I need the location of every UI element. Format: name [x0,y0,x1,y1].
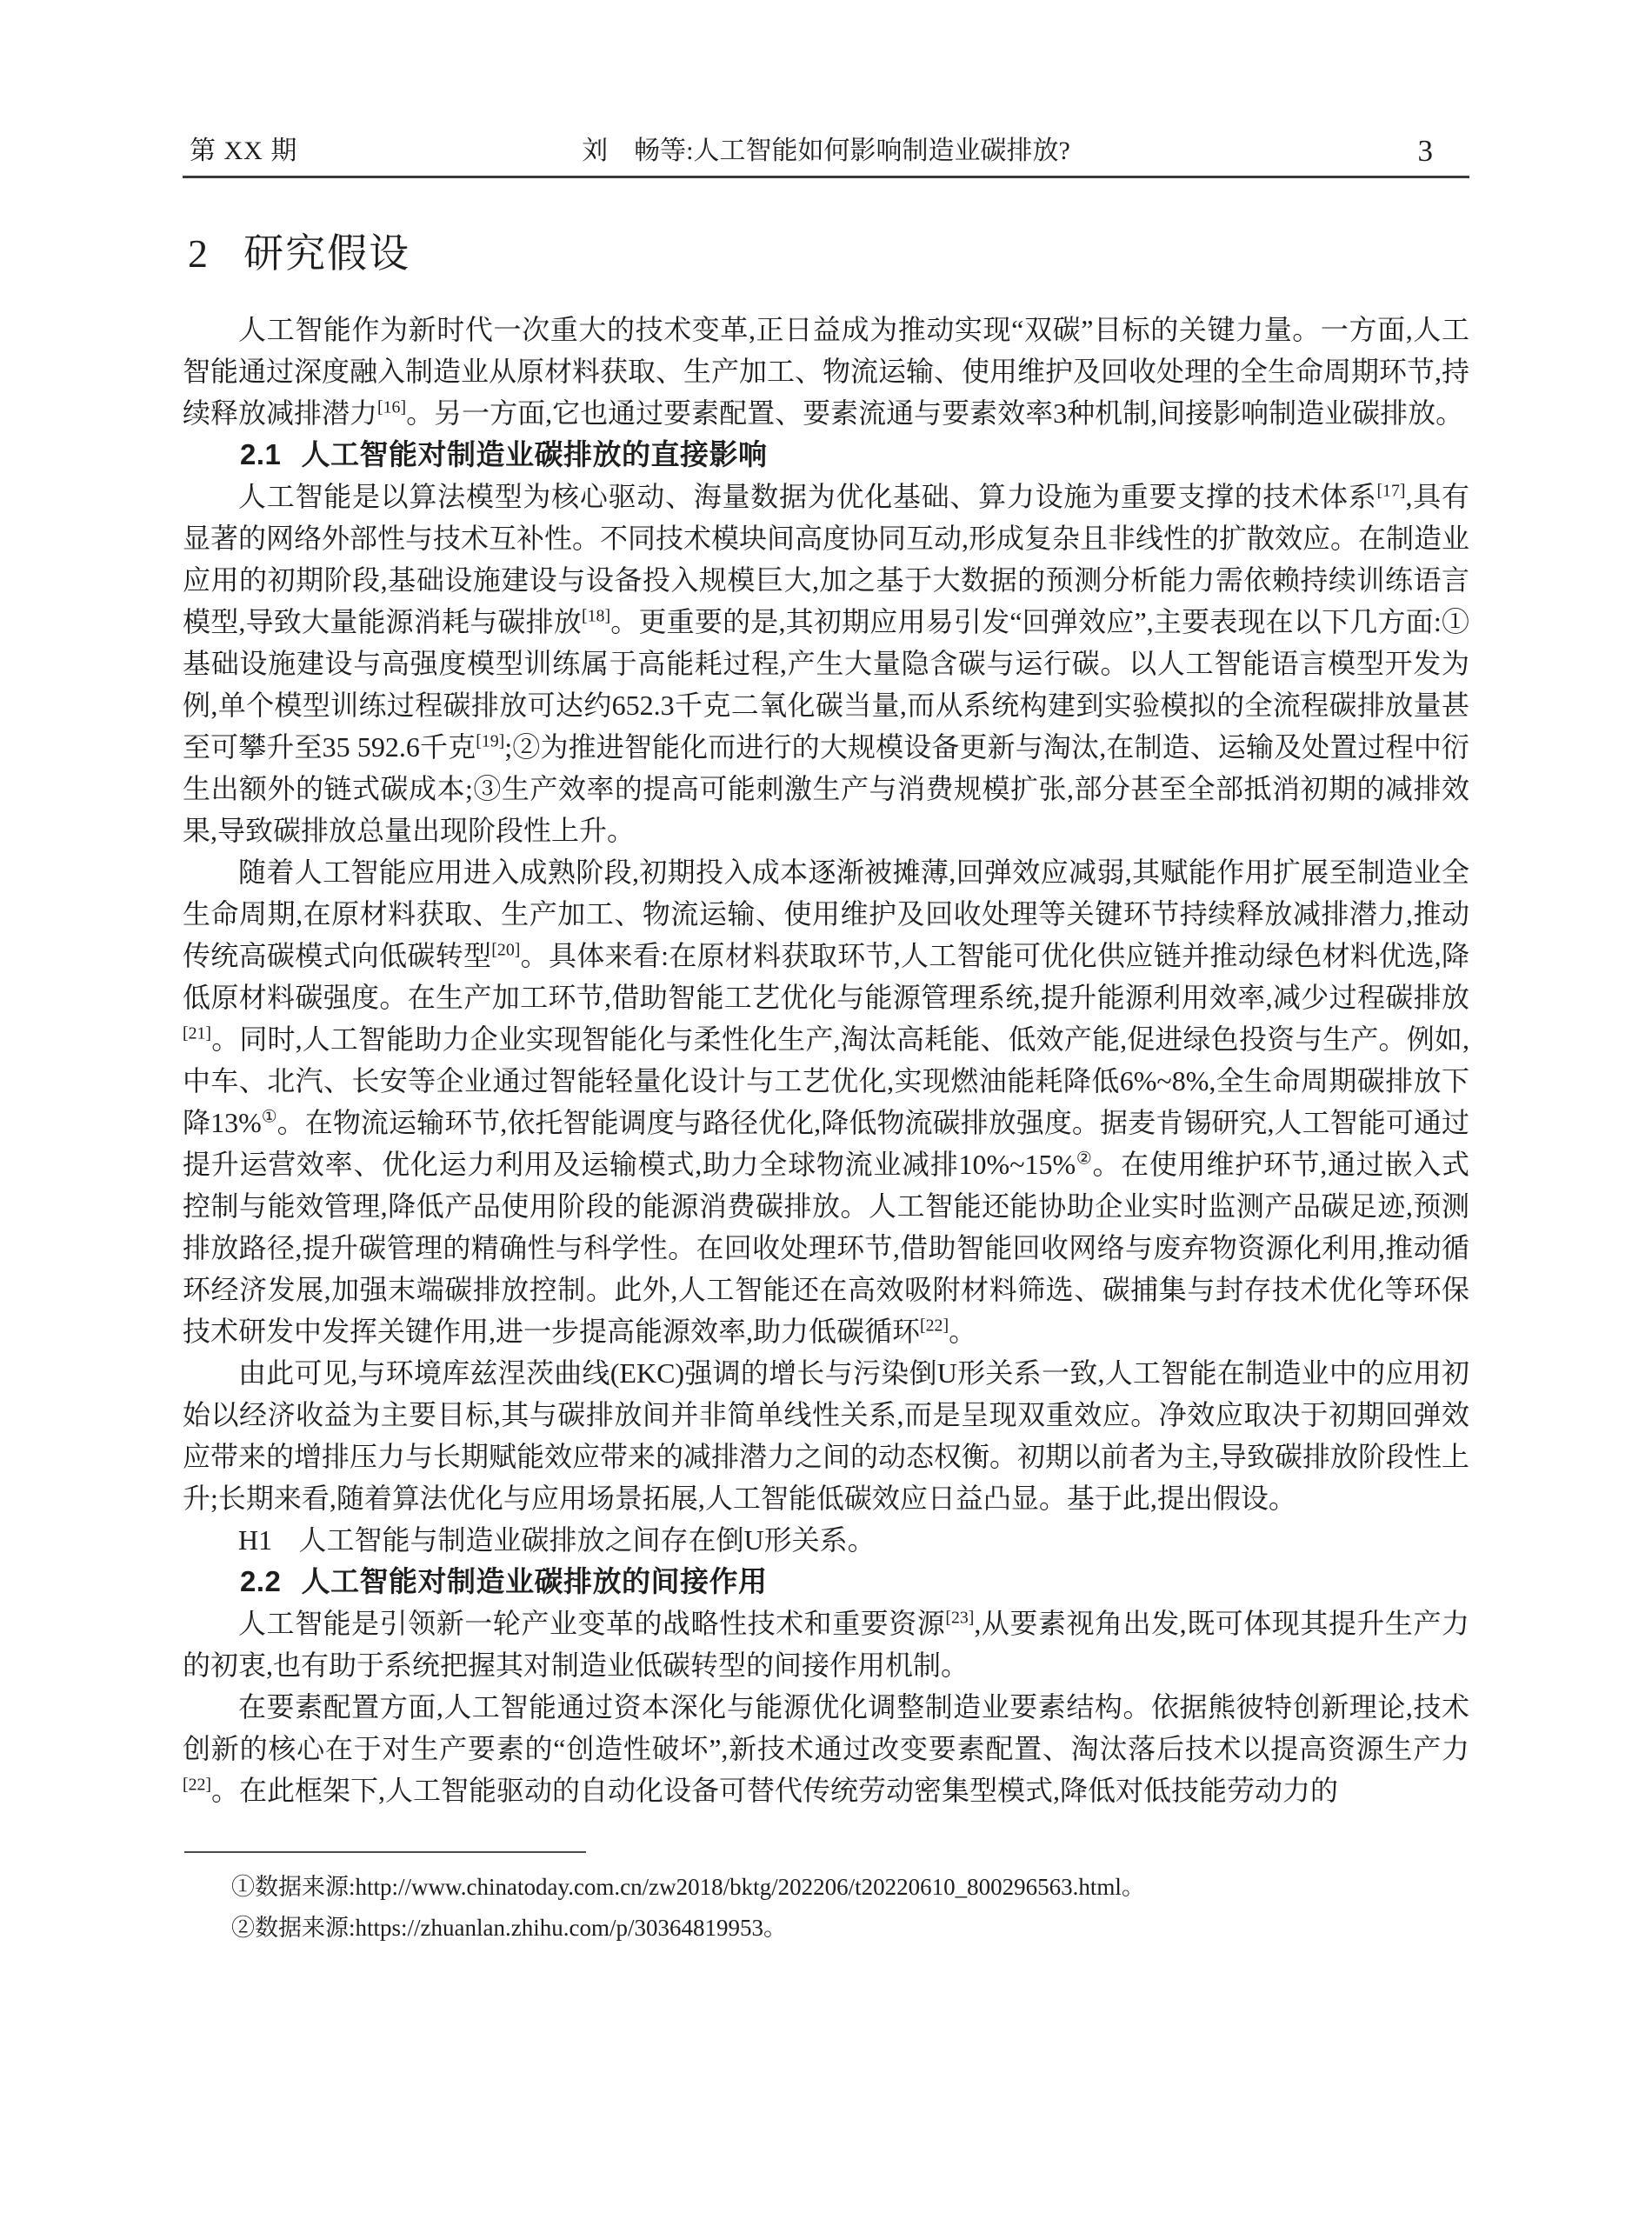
reference-superscript: [21] [183,1023,212,1043]
reference-superscript: [22] [183,1775,212,1795]
body-text [183,309,1469,1811]
section-heading [188,222,1469,279]
subsection-number: 2.2 [240,1565,282,1597]
reference-superscript: [22] [920,1316,949,1336]
reference-superscript: [19] [476,731,505,751]
subsection-number: 2.1 [240,438,282,470]
reference-superscript: ① [261,1107,277,1127]
hypothesis-label: H1 [238,1524,273,1556]
footnote-item: ①数据来源:http://www.chinatoday.com.cn/zw2018/bktg/202206/t20220610_800296563.html。 [231,1874,1145,1900]
subsection-heading-2-2 [183,1561,1469,1603]
page-number: 3 [1417,134,1433,168]
footnote-section [183,1851,1469,1949]
paragraph-3: 随着人工智能应用进入成熟阶段,初期投入成本逐渐被摊薄,回弹效应减弱,其赋能作用扩展至制造业全生命周期,在原材料获取、生产加工、物流运输、使用维护及回收处理等关键环节持续释放减排潜力,推动传统高碳模式向低碳转型[20]。具体来看:在原材料获取环节,人工智能可优化供应链并推动绿色材料优选,降低原材料碳强度。在生产加工环节,借助智能工艺优化与能源管理系统,提升能源利用效率,减少过程碳排放[21]。同时,人工智能助力企业实现智能化与柔性化生产,淘汰高耗能、低效产能,促进绿色投资与生产。例如,中车、北汽、长安等企业通过智能轻量化设计与工艺优化,实现燃油能耗降低6%~8%,全生命周期碳排放下降13%①。在物流运输环节,依托智能调度与路径优化,降低物流碳排放强度。据麦肯锡研究,人工智能可通过提升运营效率、优化运力利用及运输模式,助力全球物流业减排10%~15%②。在使用维护环节,通过嵌入式控制与能效管理,降低产品使用阶段的能源消费碳排放。人工智能还能协助企业实时监测产品碳足迹,预测排放路径,提升碳管理的精确性与科学性。在回收处理环节,借助智能回收网络与废弃物资源化利用,推动循环经济发展,加强末端碳排放控制。此外,人工智能还在高效吸附材料筛选、碳捕集与封存技术优化等环保技术研发中发挥关键作用,进一步提高能源效率,助力低碳循环[22]。 [183,856,1469,1347]
reference-superscript: [16] [377,397,407,417]
reference-superscript: [20] [491,940,521,960]
subsection-heading-2-1 [183,434,1469,476]
subsection-title: 人工智能对制造业碳排放的直接影响 [301,438,768,470]
text-column [183,0,1469,1949]
reference-superscript: [23] [945,1608,975,1628]
footnote-divider [184,1851,586,1853]
hypothesis-text: 人工智能与制造业碳排放之间存在倒U形关系。 [298,1524,876,1556]
reference-superscript: [17] [1376,481,1406,501]
section-number: 2 [188,231,210,276]
footnote-list [183,1867,1469,1949]
issue-label: 第 XX 期 [190,137,298,165]
section-title: 研究假设 [243,231,411,276]
reference-superscript: [18] [582,606,611,626]
running-header [183,136,1469,178]
running-title: 刘 畅等:人工智能如何影响制造业碳排放? [582,137,1070,165]
paragraph-6: 在要素配置方面,人工智能通过资本深化与能源优化调整制造业要素结构。依据熊彼特创新理论,技术创新的核心在于对生产要素的“创造性破坏”,新技术通过改变要素配置、淘汰落后技术以提高资源生产力[22]。在此框架下,人工智能驱动的自动化设备可替代传统劳动密集型模式,降低对低技能劳动力的 [183,1691,1469,1806]
subsection-title: 人工智能对制造业碳排放的间接作用 [301,1565,768,1597]
paragraph-2: 人工智能是以算法模型为核心驱动、海量数据为优化基础、算力设施为重要支撑的技术体系[17],具有显著的网络外部性与技术互补性。不同技术模块间高度协同互动,形成复杂且非线性的扩散效应。在制造业应用的初期阶段,基础设施建设与设备投入规模巨大,加之基于大数据的预测分析能力需依赖持续训练语言模型,导致大量能源消耗与碳排放[18]。更重要的是,其初期应用易引发“回弹效应”,主要表现在以下几方面:①基础设施建设与高强度模型训练属于高能耗过程,产生大量隐含碳与运行碳。以人工智能语言模型开发为例,单个模型训练过程碳排放可达约652.3千克二氧化碳当量,而从系统构建到实验模拟的全流程碳排放量甚至可攀升至35 592.6千克[19];②为推进智能化而进行的大规模设备更新与淘汰,在制造、运输及处置过程中衍生出额外的链式碳成本;③生产效率的提高可能刺激生产与消费规模扩张,部分甚至全部抵消初期的减排效果,导致碳排放总量出现阶段性上升。 [183,481,1470,846]
paragraph-4: 由此可见,与环境库兹涅茨曲线(EKC)强调的增长与污染倒U形关系一致,人工智能在制造业中的应用初始以经济收益为主要目标,其与碳排放间并非简单线性关系,而是呈现双重效应。净效应取决于初期回弹效应带来的增排压力与长期赋能效应带来的减排潜力之间的动态权衡。初期以前者为主,导致碳排放阶段性上升;长期来看,随着算法优化与应用场景拓展,人工智能低碳效应日益凸显。基于此,提出假设。 [183,1357,1470,1514]
footnote-item: ②数据来源:https://zhuanlan.zhihu.com/p/30364819953。 [231,1915,787,1941]
reference-superscript: ② [1076,1149,1093,1169]
paragraph-5: 人工智能是引领新一轮产业变革的战略性技术和重要资源[23],从要素视角出发,既可体现其提升生产力的初衷,也有助于系统把握其对制造业低碳转型的间接作用机制。 [183,1608,1469,1681]
paragraph-1: 人工智能作为新时代一次重大的技术变革,正日益成为推动实现“双碳”目标的关键力量。一方面,人工智能通过深度融入制造业从原材料获取、生产加工、物流运输、使用维护及回收处理的全生命周期环节,持续释放减排潜力[16]。另一方面,它也通过要素配置、要素流通与要素效率3种机制,间接影响制造业碳排放。 [183,314,1470,429]
hypothesis-h1 [183,1519,1469,1561]
